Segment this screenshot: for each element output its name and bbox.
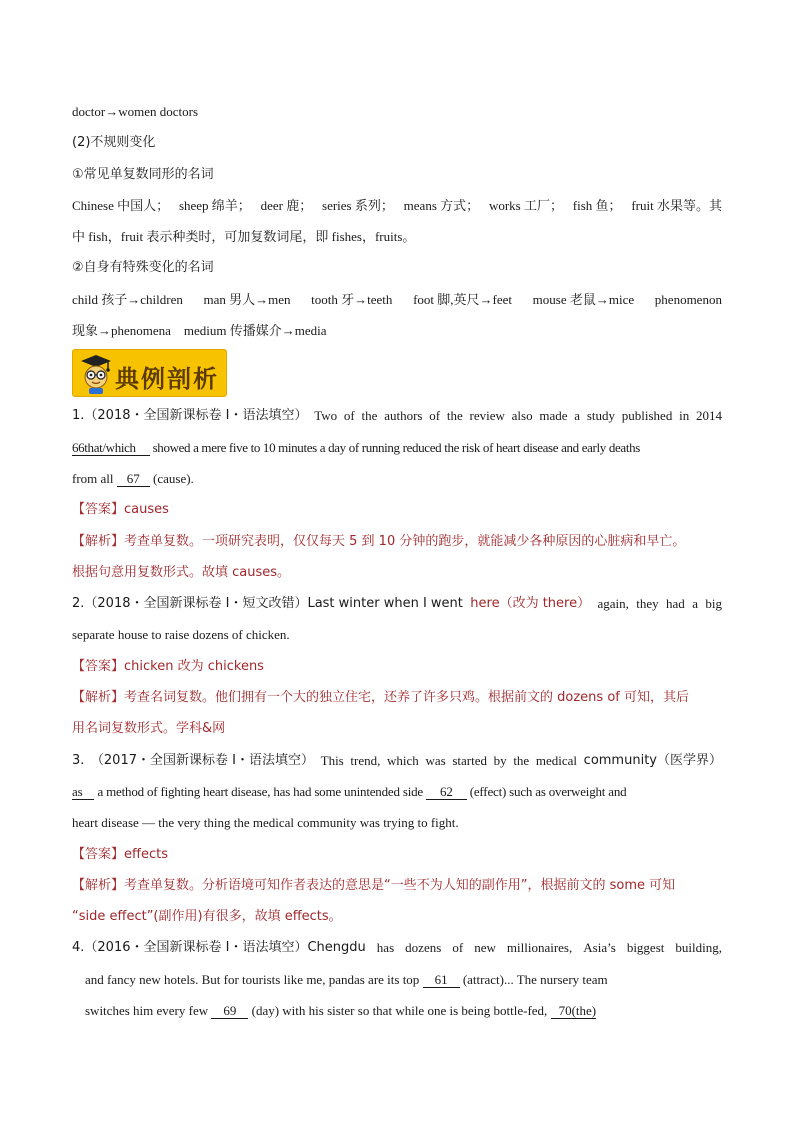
word: Two	[314, 408, 338, 424]
example-text: (day) with his sister so that while one is being bottle-fed,	[251, 1003, 548, 1019]
word: of	[343, 408, 355, 424]
word: which	[387, 752, 419, 768]
special-change-item: foot 脚,英尺→feet	[413, 291, 513, 307]
section-heading-irregular: (2)不规则变化	[72, 135, 156, 151]
same-form-item: Chinese 中国人；	[72, 197, 170, 213]
example-1-source-line	[72, 400, 722, 431]
example-3-analysis-line-2: “side effect”(副作用)有很多，故填 effects。	[72, 909, 342, 925]
example-text: showed a mere five to 10 minutes a day of running reduced the risk of heart disease and early deaths	[152, 439, 640, 455]
example-source-label: 3. （2017・全国新课标卷 I・语法填空）	[72, 752, 314, 768]
analysis-text: 考查单复数。一项研究表明，仅仅每天 5 到 10 分钟的跑步，就能减少各种原因的心脏病和早亡。	[124, 533, 686, 549]
example-text: and fancy new hotels. But for tourists like me, pandas are its top	[85, 971, 420, 987]
example-source-label: 2.（2018・全国新课标卷 I・短文改错）Last winter when I went	[72, 596, 463, 612]
word: authors	[384, 408, 423, 424]
word: also	[511, 408, 533, 424]
answer-blank: 70(the)	[551, 1004, 597, 1019]
answer-value: effects	[124, 846, 168, 862]
word: by	[493, 752, 507, 768]
word: trend,	[350, 752, 381, 768]
word: a	[692, 596, 698, 612]
same-form-item: works 工厂；	[488, 197, 563, 213]
word: they	[636, 596, 659, 612]
word: made	[539, 408, 568, 424]
analysis-text: 可知	[649, 877, 676, 893]
word: published	[621, 408, 673, 424]
example-1-line-2	[72, 432, 722, 463]
example-text: (effect) such as overweight and	[469, 783, 627, 799]
word: building,	[675, 940, 722, 956]
example-text: (attract)... The nursery team	[462, 971, 608, 987]
example-text: from all	[72, 470, 114, 486]
analysis-label: 【解析】	[72, 690, 125, 706]
word: a	[574, 408, 581, 424]
special-change-item: man 男人→men	[203, 291, 291, 307]
word: the	[513, 752, 530, 768]
answer-blank: 67	[117, 472, 150, 487]
answer-blank: 69	[211, 1004, 248, 1019]
example-2-line-2: separate house to raise dozens of chicken.	[72, 627, 290, 643]
special-change-item: child 孩子→children	[72, 291, 183, 307]
same-form-note-line: 中 fish，fruit 表示种类时，可加复数词尾，即 fishes，fruits。	[72, 229, 416, 245]
same-form-item: means 方式；	[403, 197, 480, 213]
word: the	[361, 408, 378, 424]
example-4-line-3	[72, 995, 722, 1026]
word: biggest	[626, 940, 665, 956]
word: started	[452, 752, 487, 768]
special-change-item: phenomenon	[654, 291, 722, 307]
analysis-label: 【解析】	[72, 877, 125, 893]
example-1-line-3	[72, 463, 722, 494]
answer-blank: 62	[426, 785, 467, 800]
example-1-analysis-line-1	[72, 526, 722, 557]
example-4-line-2	[72, 964, 722, 995]
answer-label: 【答案】	[72, 502, 125, 518]
word: the	[446, 408, 463, 424]
example-2-analysis-line-2: 用名词复数形式。学科&网	[72, 721, 226, 737]
example-3-line-2	[72, 776, 722, 807]
example-2-analysis-line-1	[72, 682, 722, 713]
same-form-item: sheep 绵羊；	[178, 197, 251, 213]
word: new	[474, 940, 496, 956]
plural-example-line: doctor→women doctors	[72, 104, 199, 119]
word: millionaires,	[506, 940, 573, 956]
word: 2014	[695, 408, 722, 424]
word: has	[376, 940, 395, 956]
same-form-item: fruit 水果等。其	[631, 197, 722, 213]
word: big	[705, 596, 722, 612]
answer-value: causes	[124, 502, 169, 518]
document-page	[72, 96, 722, 1026]
special-change-list-line	[72, 284, 722, 315]
answer-blank: as	[72, 785, 94, 800]
special-change-item: tooth 牙→teeth	[311, 291, 393, 307]
analysis-keyword: some	[609, 877, 646, 893]
example-text: (cause).	[153, 470, 194, 486]
same-form-item: deer 鹿；	[260, 197, 313, 213]
example-source-label: 4.（2016・全国新课标卷 I・语法填空）Chengdu	[72, 940, 366, 956]
word: had	[666, 596, 685, 612]
subheading-special-change: ②自身有特殊变化的名词	[72, 260, 214, 276]
analysis-label: 【解析】	[72, 533, 125, 549]
same-form-list-line	[72, 190, 722, 221]
word: community（医学界）	[583, 752, 722, 768]
example-2-answer	[72, 651, 722, 682]
example-1-answer	[72, 494, 722, 525]
graduate-mascot-icon	[77, 352, 115, 394]
word: was	[425, 752, 446, 768]
banner-box	[72, 349, 227, 397]
word: of	[429, 408, 441, 424]
answer-value: chicken 改为 chickens	[124, 658, 264, 674]
answer-label: 【答案】	[72, 658, 125, 674]
example-text: switches him every few	[85, 1003, 209, 1019]
example-2-source-line	[72, 588, 722, 619]
word: in	[679, 408, 690, 424]
word: dozens	[405, 940, 442, 956]
example-3-answer	[72, 839, 722, 870]
example-1-analysis-line-2: 根据句意用复数形式。故填 causes。	[72, 564, 291, 580]
subheading-same-form: ①常见单复数同形的名词	[72, 166, 214, 182]
answer-label: 【答案】	[72, 846, 125, 862]
section-banner	[72, 346, 722, 400]
answer-blank: 61	[423, 973, 460, 988]
word: medical	[535, 752, 578, 768]
example-text: a method of fighting heart disease, has had some unintended side	[97, 783, 423, 799]
example-3-source-line	[72, 745, 722, 776]
example-3-line-3: heart disease — the very thing the medical community was trying to fight.	[72, 815, 459, 831]
example-4-source-line	[72, 932, 722, 963]
special-change-item: mouse 老鼠→mice	[532, 291, 635, 307]
word: study	[586, 408, 615, 424]
answer-blank: 66that/which	[72, 441, 150, 456]
word: Asia’s	[583, 940, 616, 956]
example-3-analysis-line-1	[72, 870, 722, 901]
word: of	[452, 940, 464, 956]
example-source-label: 1.（2018・全国新课标卷 I・语法填空）	[72, 408, 308, 424]
correction-mark: here（改为 there）	[470, 596, 591, 612]
word: again,	[597, 596, 629, 612]
analysis-text: 考查名词复数。他们拥有一个大的独立住宅，还养了许多只鸡。根据前文的 dozens of 可知，其后	[124, 690, 689, 706]
same-form-item: fish 鱼；	[572, 197, 622, 213]
same-form-item: series 系列；	[322, 197, 394, 213]
special-change-line-2: 现象→phenomena medium 传播媒介→media	[72, 323, 327, 339]
word: review	[469, 408, 505, 424]
banner-title: 典例剖析	[115, 365, 219, 394]
word: This	[320, 752, 344, 768]
analysis-text: 考查单复数。分析语境可知作者表达的意思是“一些不为人知的副作用”，根据前文的	[124, 877, 606, 893]
